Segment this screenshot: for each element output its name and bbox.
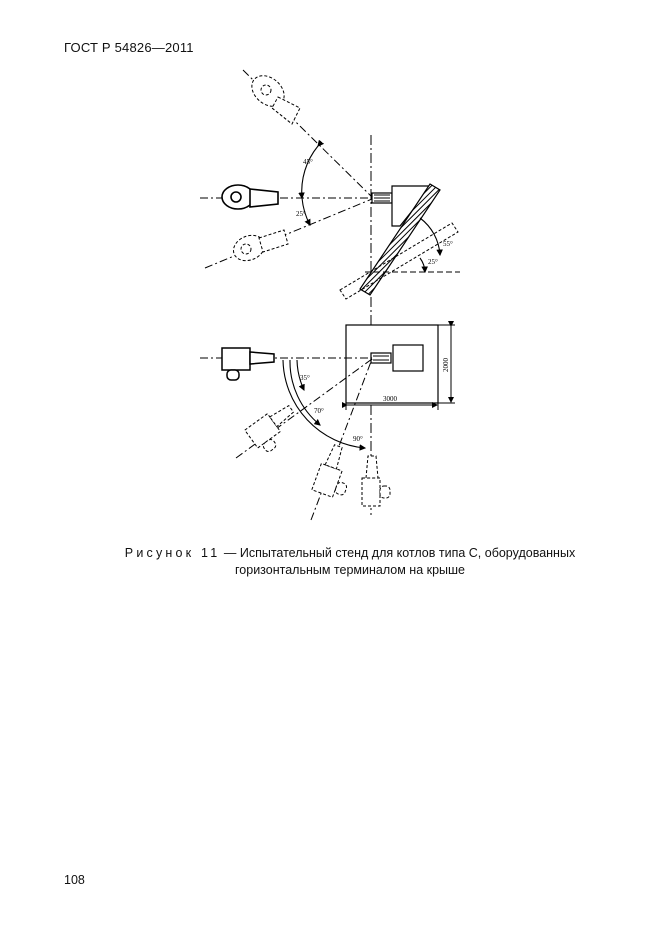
dim-2000-label: 2000 xyxy=(442,358,450,372)
angle-70-label: 70° xyxy=(314,407,324,415)
angle-25-label: 25° xyxy=(296,210,306,218)
dim-3000-label: 3000 xyxy=(383,395,397,403)
figure-caption xyxy=(80,545,620,579)
arc-45 xyxy=(302,146,318,198)
plan-arc-inner xyxy=(290,360,320,425)
angle-55-label: 55° xyxy=(443,240,453,248)
side-lower-ray xyxy=(205,199,372,268)
appliance-plan-90 xyxy=(362,456,390,506)
room-rectangle xyxy=(346,325,438,403)
angle-45-label: 45° xyxy=(303,158,313,166)
angle-35-label: 35° xyxy=(300,374,310,382)
caption-label: Рисунок 11 xyxy=(124,546,221,560)
caption-dash: — xyxy=(220,546,240,560)
terminal-horizontal xyxy=(222,185,278,209)
plan-terminal-outlet xyxy=(371,353,391,363)
angle-90-label: 90° xyxy=(353,435,363,443)
caption-text-line1: Испытательный стенд для котлов типа С, оборудованных xyxy=(239,546,576,560)
document-header: ГОСТ Р 54826—2011 xyxy=(64,40,194,55)
page-number: 108 xyxy=(64,873,85,887)
appliance-plan-35 xyxy=(245,401,304,456)
arc-55 xyxy=(420,218,440,255)
terminal-upper-dashed xyxy=(246,69,300,124)
angle-25-roof-label: 25° xyxy=(428,258,438,266)
terminal-lower-dashed xyxy=(230,230,288,265)
arc-25-roof xyxy=(420,258,425,272)
appliance-plan-70 xyxy=(312,443,359,501)
caption-line-2: горизонтальным терминалом на крыше xyxy=(235,563,465,577)
caption-line-1 xyxy=(80,545,620,562)
appliance-plan-horizontal xyxy=(222,348,274,380)
boiler-plan xyxy=(393,345,423,371)
